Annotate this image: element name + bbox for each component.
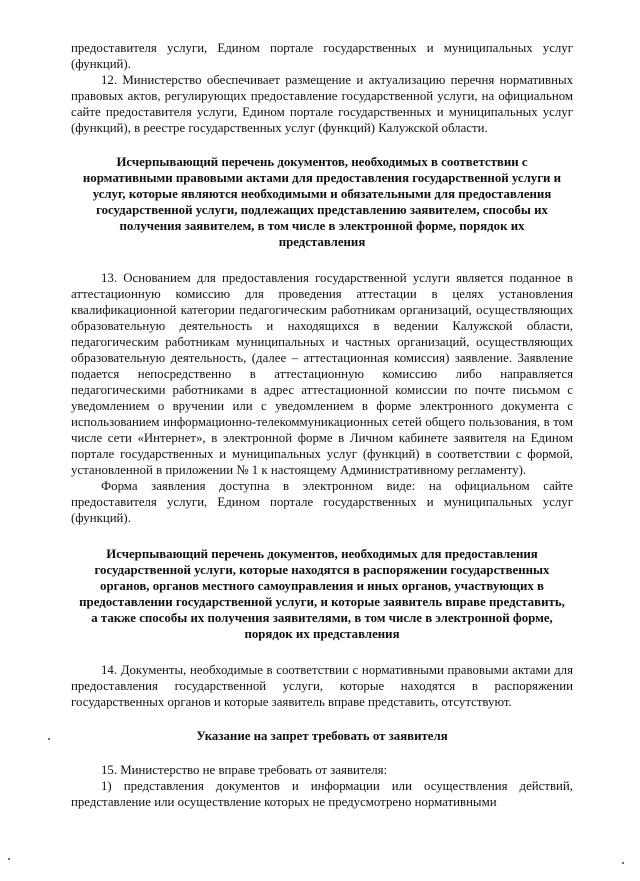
paragraph-15: 15. Министерство не вправе требовать от заявителя: <box>101 763 388 777</box>
scan-speck <box>8 858 10 860</box>
section-heading-required-documents: Исчерпывающий перечень документов, необходимых в соответствии с нормативными правовыми актами для предоставления государственной услуги и услуг, которые являются необходимыми и обязательными для предоставления государственной услуги, подлежащих представлению заявителем, способы их получения заявителем, в том числе в электронной форме, порядок их представления <box>82 155 562 249</box>
scan-speck <box>48 738 50 740</box>
section-heading-prohibition: Указание на запрет требовать от заявителя <box>196 729 448 743</box>
document-page <box>71 40 573 810</box>
paragraph-continued: предоставителя услуги, Едином портале государственных и муниципальных услуг (функций). <box>71 41 573 71</box>
paragraph-13-form: Форма заявления доступна в электронном виде: на официальном сайте предоставителя услуги, Едином портале государственных и муниципальных услуг (функций). <box>71 479 573 525</box>
section-heading-other-documents: Исчерпывающий перечень документов, необходимых для предоставления государственной услуги, которые находятся в распоряжении государственных органов, органов местного самоуправления и иных органов, участвующих в предоставлении государственной услуги, и которые заявитель вправе представить, а также способы их получения заявителями, в том числе в электронной форме, порядок их представления <box>79 547 565 641</box>
scan-speck <box>622 862 624 864</box>
paragraph-13: 13. Основанием для предоставления государственной услуги является поданное в аттестационную комиссию для проведения аттестации в целях установления квалификационной категории педагогическим работникам организаций, осуществляющих образовательную деятельность и находящихся в ведении Калужской области, педагогическим работникам муниципальных и частных организаций, осуществляющих образовательную деятельность, (далее – аттестационная комиссия) заявление. Заявление подается непосредственно в аттестационную комиссию либо направляется педагогическими работниками в адрес аттестационной комиссии по почте письмом с уведомлением о вручении или с уведомлением в форме электронного документа с использованием информационно-телекоммуникационных сетей общего пользования, в том числе сети «Интернет», в электронной форме в Личном кабинете заявителя на Едином портале государственных и муниципальных услуг (функций) в соответствии с формой, установленной в приложении № 1 к настоящему Административному регламенту). <box>71 271 573 477</box>
paragraph-14: 14. Документы, необходимые в соответствии с нормативными правовыми актами для предоставления государственной услуги, которые находятся в распоряжении государственных органов и которые заявитель вправе представить, отсутствуют. <box>71 663 573 709</box>
paragraph-15-item-1: 1) представления документов и информации или осуществления действий, представление или осуществление которых не предусмотрено нормативными <box>71 779 573 809</box>
paragraph-12: 12. Министерство обеспечивает размещение и актуализацию перечня нормативных правовых актов, регулирующих предоставление государственной услуги, на официальном сайте предоставителя услуги, Едином портале государственных и муниципальных услуг (функций), в реестре государственных услуг (функций) Калужской области. <box>71 73 573 135</box>
